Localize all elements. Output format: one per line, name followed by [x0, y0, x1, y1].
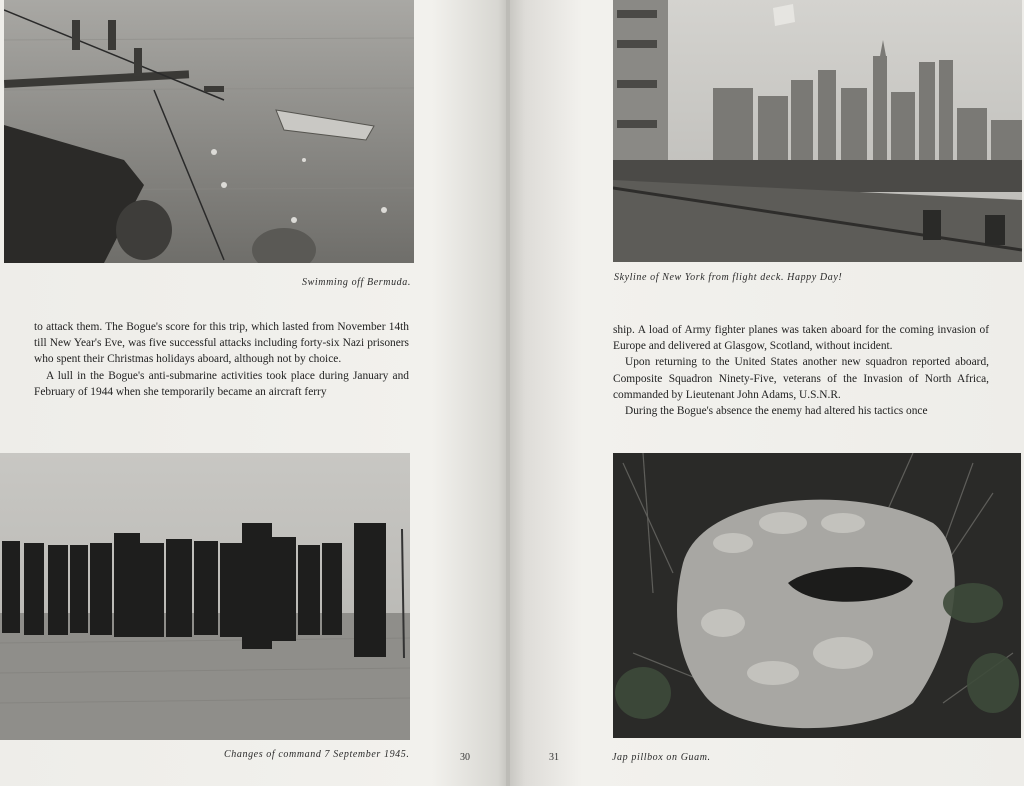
right-body-text	[613, 322, 989, 419]
caption-bottom-right: Jap pillbox on Guam.	[612, 752, 711, 763]
photo-pillbox-on-guam	[613, 453, 1021, 738]
photo-new-york-skyline	[613, 0, 1022, 262]
caption-bottom-left: Changes of command 7 September 1945.	[224, 749, 410, 760]
left-page	[0, 0, 508, 786]
paragraph: A lull in the Bogue's anti-submarine activities took place during January and February of 1944 when she temporarily became an aircraft ferry	[34, 369, 409, 398]
caption-top-left: Swimming off Bermuda.	[302, 277, 411, 288]
photo-swimming-off-bermuda	[4, 0, 414, 263]
page-number-right: 31	[549, 752, 559, 763]
paragraph: Upon returning to the United States another new squadron reported aboard, Composite Squadron Ninety-Five, veterans of the Invasion of North Africa, commanded by Lieutenant John Adams, U.S.N.R.	[613, 356, 989, 401]
paragraph: to attack them. The Bogue's score for this trip, which lasted from November 14th till New Year's Eve, was five successful attacks including forty-six Nazi prisoners who spent their Christmas holidays aboard, although not by choice.	[34, 321, 409, 366]
paragraph: During the Bogue's absence the enemy had altered his tactics once	[625, 405, 928, 418]
paragraph: ship. A load of Army fighter planes was taken aboard for the coming invasion of Europe and delivered at Glasgow, Scotland, without incident.	[613, 324, 989, 353]
caption-top-right: Skyline of New York from flight deck. Happy Day!	[614, 272, 843, 283]
page-number-left: 30	[460, 752, 470, 763]
right-page	[510, 0, 1024, 786]
photo-change-of-command	[0, 453, 410, 740]
left-body-text	[34, 319, 409, 400]
